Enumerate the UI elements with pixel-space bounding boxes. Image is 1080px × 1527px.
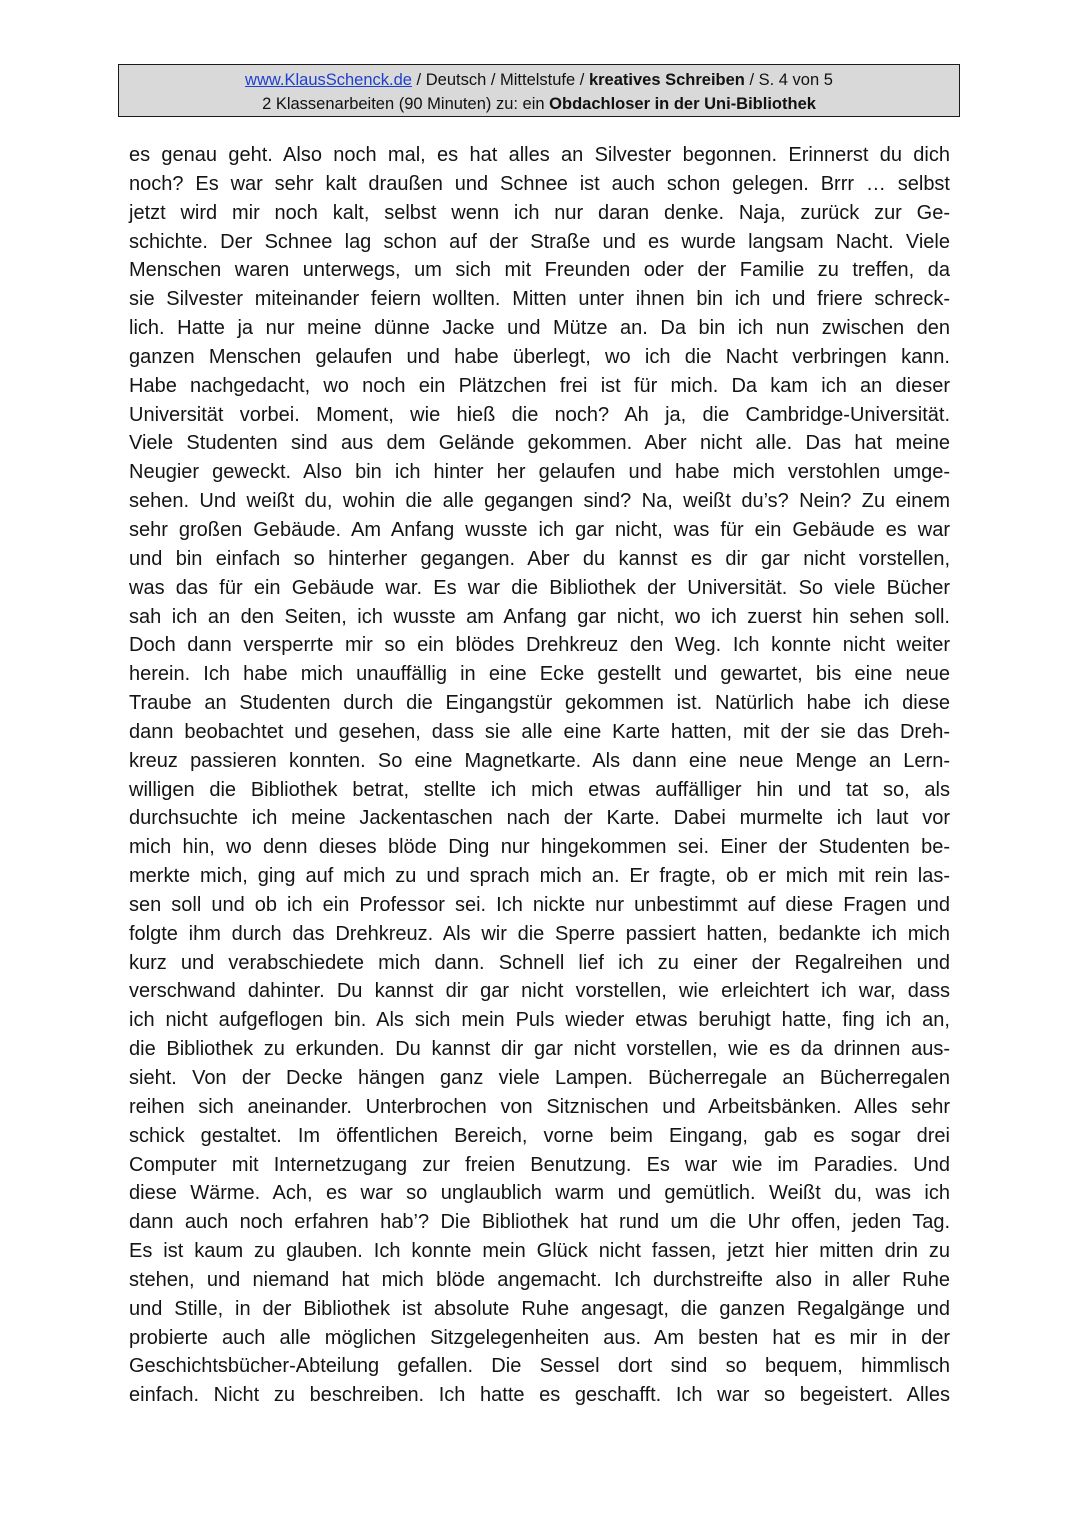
text-line: reihen sich aneinander. Unterbrochen von Sitznischen und Arbeitsbänken. Alles sehr [129, 1095, 950, 1118]
text-line: was das für ein Gebäude war. Es war die Bibliothek der Universität. So viele Bücher [129, 576, 950, 599]
text-line: durchsuchte ich meine Jackentaschen nach der Karte. Dabei murmelte ich laut vor [129, 807, 950, 830]
text-line: folgte ihm durch das Drehkreuz. Als wir die Sperre passiert hatten, bedankte ich mich [129, 922, 950, 945]
text-line: noch? Es war sehr kalt draußen und Schnee ist auch schon gelegen. Brrr … selbst [129, 172, 950, 195]
text-line: sie Silvester miteinander feiern wollten. Mitten unter ihnen bin ich und friere schreck- [129, 288, 950, 311]
text-line: einfach. Nicht zu beschreiben. Ich hatte es geschafft. Ich war so begeistert. Alles [129, 1384, 950, 1407]
text-line: schichte. Der Schnee lag schon auf der Straße und es wurde langsam Nacht. Viele [129, 230, 950, 253]
text-line: sehen. Und weißt du, wohin die alle gegangen sind? Na, weißt du’s? Nein? Zu einem [129, 490, 950, 513]
text-line: ich nicht aufgeflogen bin. Als sich mein Puls wieder etwas beruhigt hatte, fing ich an, [129, 1009, 950, 1032]
text-line: diese Wärme. Ach, es war so unglaublich warm und gemütlich. Weißt du, was ich [129, 1182, 950, 1205]
header-line-2 [119, 92, 959, 116]
text-line: jetzt wird mir noch kalt, selbst wenn ich nur daran denke. Naja, zurück zur Ge- [129, 201, 950, 224]
text-line: und Stille, in der Bibliothek ist absolute Ruhe angesagt, die ganzen Regalgänge und [129, 1297, 950, 1320]
text-line: verschwand dahinter. Du kannst dir gar nicht vorstellen, wie erleichtert ich war, dass [129, 980, 950, 1003]
text-line: dann beobachtet und gesehen, dass sie alle eine Karte hatten, mit der sie das Dreh- [129, 720, 950, 743]
text-line: Es ist kaum zu glauben. Ich konnte mein Glück nicht fassen, jetzt hier mitten drin zu [129, 1240, 950, 1263]
site-link[interactable]: www.KlausSchenck.de [245, 71, 412, 89]
text-line: kreuz passieren konnten. So eine Magnetkarte. Als dann eine neue Menge an Lern- [129, 749, 950, 772]
text-line: Viele Studenten sind aus dem Gelände gekommen. Aber nicht alle. Das hat meine [129, 432, 950, 455]
text-line: lich. Hatte ja nur meine dünne Jacke und Mütze an. Da bin ich nun zwischen den [129, 317, 950, 340]
text-line: sen soll und ob ich ein Professor sei. Ich nickte nur unbestimmt auf diese Fragen und [129, 893, 950, 916]
text-line: schick gestaltet. Im öffentlichen Bereich, vorne beim Eingang, gab es sogar drei [129, 1124, 950, 1147]
text-line: sehr großen Gebäude. Am Anfang wusste ich gar nicht, was für ein Gebäude es war [129, 518, 950, 541]
text-line: Computer mit Internetzugang zur freien Benutzung. Es war wie im Paradies. Und [129, 1153, 950, 1176]
text-line: herein. Ich habe mich unauffällig in eine Ecke gestellt und gewartet, bis eine neue [129, 663, 950, 686]
text-line: sah ich an den Seiten, ich wusste am Anfang gar nicht, wo ich zuerst hin sehen soll. [129, 605, 950, 628]
text-line: merkte mich, ging auf mich zu und sprach mich an. Er fragte, ob er mich mit rein las- [129, 865, 950, 888]
header-path: / Deutsch / Mittelstufe / [411, 71, 589, 89]
header-exam-info: 2 Klassenarbeiten (90 Minuten) zu: ein [262, 95, 550, 113]
text-line: dann auch noch erfahren hab’? Die Bibliothek hat rund um die Uhr offen, jeden Tag. [129, 1211, 950, 1234]
text-line: sieht. Von der Decke hängen ganz viele Lampen. Bücherregale an Bücherregalen [129, 1067, 950, 1089]
header-topic: kreatives Schreiben [588, 71, 745, 89]
text-line: Neugier geweckt. Also bin ich hinter her gelaufen und habe mich verstohlen umge- [129, 461, 950, 484]
page-header [118, 64, 960, 117]
text-line: stehen, und niemand hat mich blöde angemacht. Ich durchstreifte also in aller Ruhe [129, 1268, 950, 1291]
header-page-number: / S. 4 von 5 [744, 71, 833, 89]
text-line: probierte auch alle möglichen Sitzgelegenheiten aus. Am besten hat es mir in der [129, 1326, 950, 1349]
body-text [129, 141, 950, 1410]
text-line: Habe nachgedacht, wo noch ein Plätzchen frei ist für mich. Da kam ich an dieser [129, 374, 950, 397]
text-line: willigen die Bibliothek betrat, stellte ich mich etwas auffälliger hin und tat so, als [129, 778, 950, 801]
text-line: es genau geht. Also noch mal, es hat alles an Silvester begonnen. Erinnerst du dich [129, 144, 950, 166]
text-line: Menschen waren unterwegs, um sich mit Freunden oder der Familie zu treffen, da [129, 259, 950, 282]
header-exam-title: Obdachloser in der Uni-Bibliothek [549, 95, 816, 113]
text-line: Traube an Studenten durch die Eingangstür gekommen ist. Natürlich habe ich diese [129, 692, 950, 715]
text-line: und bin einfach so hinterher gegangen. Aber du kannst es dir gar nicht vorstellen, [129, 547, 950, 570]
text-line: die Bibliothek zu erkunden. Du kannst dir gar nicht vorstellen, wie es da drinnen aus- [129, 1038, 950, 1061]
text-line: Doch dann versperrte mir so ein blödes Drehkreuz den Weg. Ich konnte nicht weiter [129, 634, 950, 657]
text-line: mich hin, wo denn dieses blöde Ding nur hingekommen sei. Einer der Studenten be- [129, 836, 950, 859]
header-line-1 [119, 68, 959, 92]
text-line: kurz und verabschiedete mich dann. Schnell lief ich zu einer der Regalreihen und [129, 951, 950, 974]
text-line: ganzen Menschen gelaufen und habe überlegt, wo ich die Nacht verbringen kann. [129, 345, 950, 368]
text-line: Universität vorbei. Moment, wie hieß die noch? Ah ja, die Cambridge-Universität. [129, 403, 950, 426]
text-line: Geschichtsbücher-Abteilung gefallen. Die Sessel dort sind so bequem, himmlisch [129, 1355, 950, 1378]
